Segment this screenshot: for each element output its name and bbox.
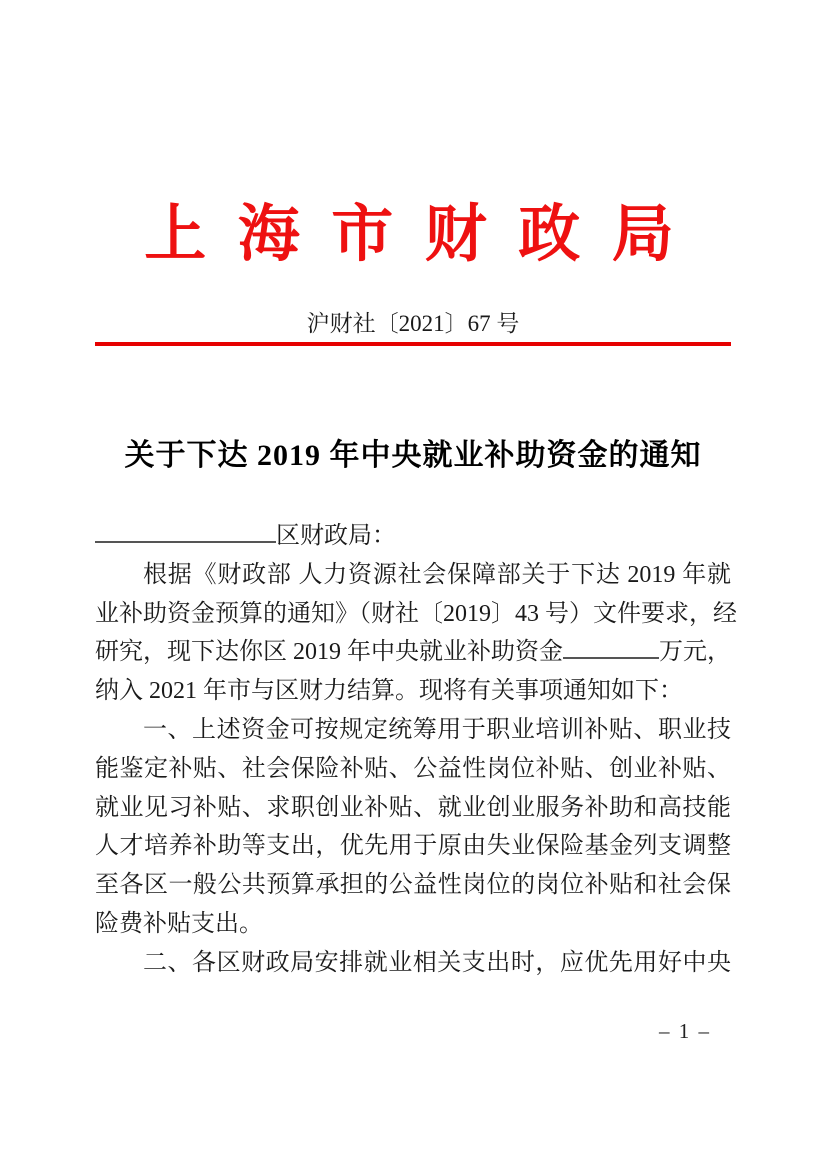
agency-letterhead-title: 上 海 市 财 政 局 <box>144 201 682 269</box>
body-text-segment: 险费补贴支出。 <box>95 910 263 937</box>
blank-underline <box>95 539 276 543</box>
body-line <box>95 556 731 595</box>
blank-underline <box>563 655 659 659</box>
body-line <box>95 750 731 789</box>
body-text-segment: 万元， <box>659 639 731 666</box>
document-body <box>95 517 737 983</box>
body-text-segment: 一、上述资金可按规定统筹用于职业培训补贴、职业技 <box>143 716 731 743</box>
body-text-segment: 二、各区财政局安排就业相关支出时，应优先用好中央 <box>143 949 731 976</box>
body-line <box>95 711 731 750</box>
body-text-segment: 至各区一般公共预算承担的公益性岗位的岗位补贴和社会保 <box>95 872 731 899</box>
body-line <box>95 517 731 556</box>
document-title: 关于下达 2019 年中央就业补助资金的通知 <box>124 439 702 472</box>
document-number: 沪财社〔2021〕67 号 <box>306 311 520 336</box>
body-text-segment: 业补助资金预算的通知》（财社〔2019〕43 号）文件要求，经 <box>95 600 737 627</box>
letterhead-divider-rule <box>95 342 731 346</box>
body-text-segment: 根据《财政部 人力资源社会保障部关于下达 2019 年就 <box>143 561 731 588</box>
body-line <box>95 905 731 944</box>
body-line <box>95 789 731 828</box>
body-text-segment: 就业见习补贴、求职创业补贴、就业创业服务补助和高技能 <box>95 794 731 821</box>
page-number: – 1 – <box>659 1019 711 1043</box>
body-text-segment: 区财政局： <box>276 523 396 549</box>
body-line <box>95 827 731 866</box>
body-line <box>95 944 731 983</box>
body-line <box>95 672 731 711</box>
body-line <box>95 595 737 634</box>
body-text-segment: 研究，现下达你区 2019 年中央就业补助资金 <box>95 639 563 666</box>
body-text-segment: 人才培养补助等支出，优先用于原由失业保险基金列支调整 <box>95 833 731 860</box>
body-text-segment: 能鉴定补贴、社会保险补贴、公益性岗位补贴、创业补贴、 <box>95 755 731 782</box>
body-line <box>95 866 731 905</box>
body-text-segment: 纳入 2021 年市与区财力结算。现将有关事项通知如下： <box>95 678 683 705</box>
body-line <box>95 633 731 672</box>
